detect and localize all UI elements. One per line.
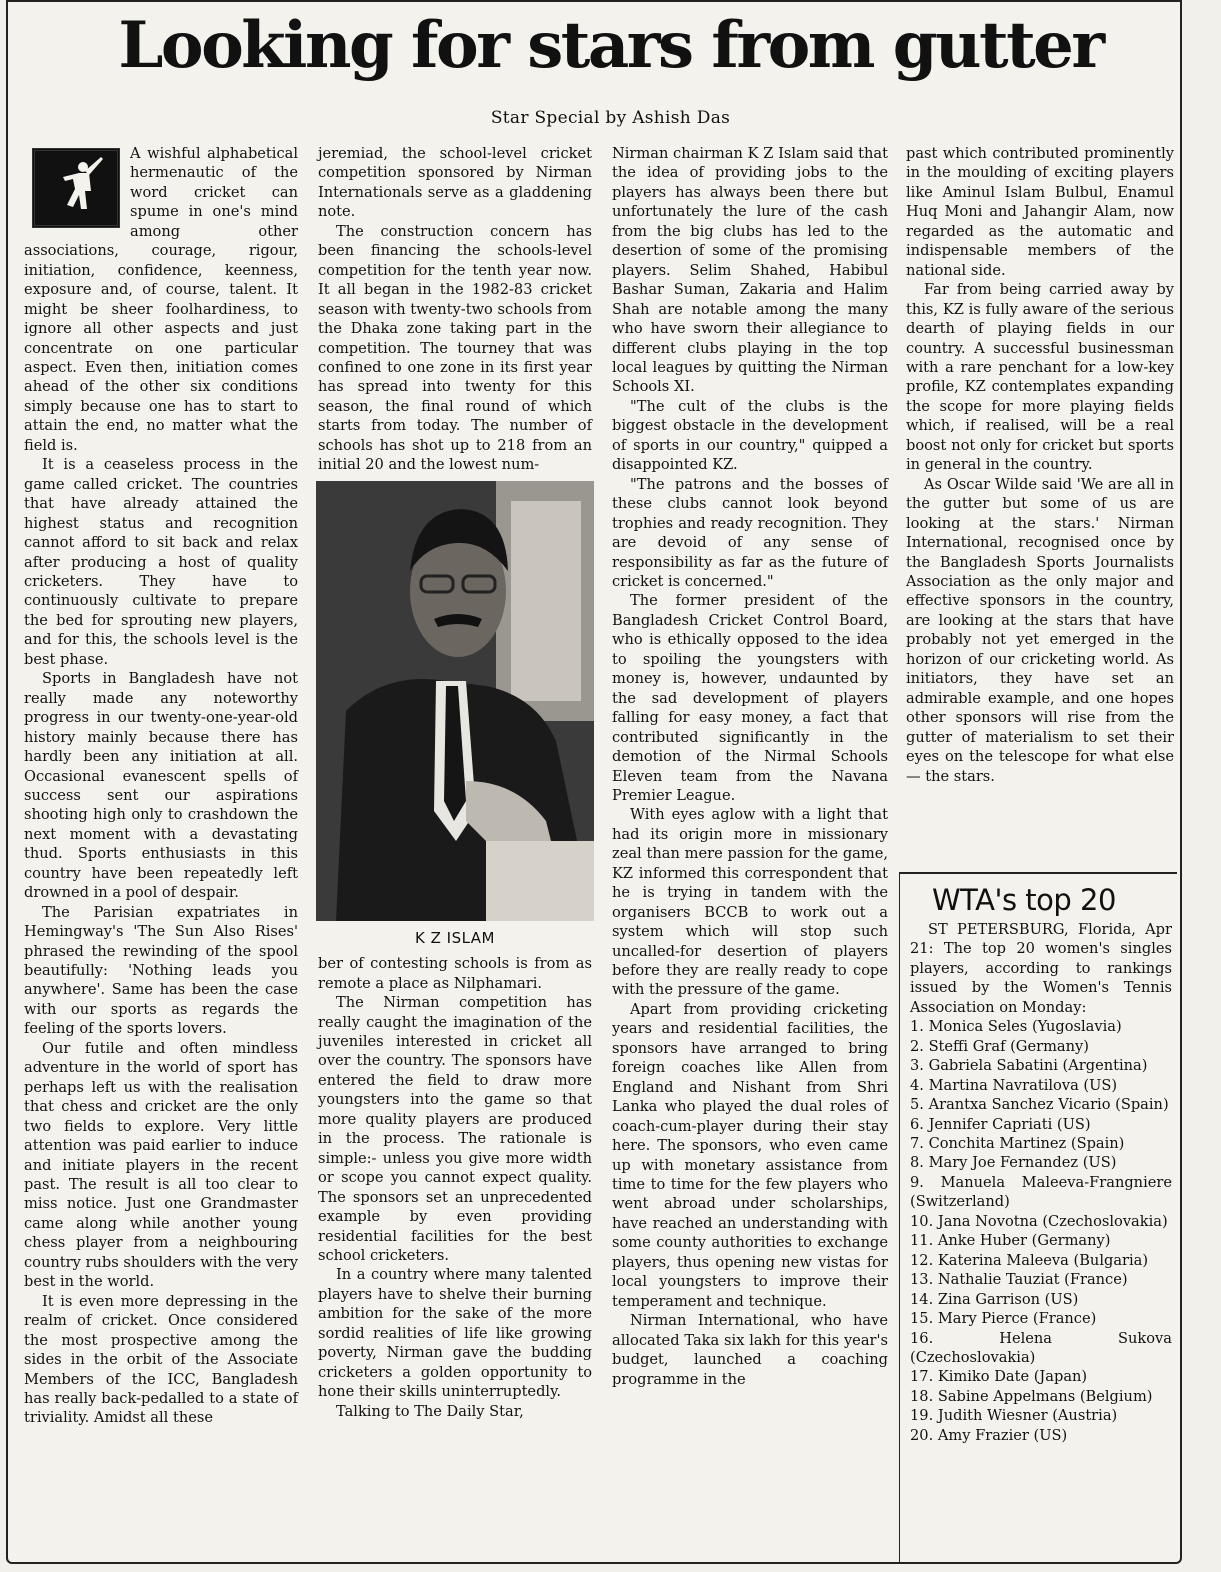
- ranking-item: 1. Monica Seles (Yugoslavia): [910, 1018, 1122, 1036]
- ranking-item: 2. Steffi Graf (Germany): [910, 1037, 1089, 1055]
- col1-para-6: It is even more depressing in the realm of cricket. Once considered the most prospective among the sides in the orbit of the Associate Members of the ICC, Bangladesh has really back-pedalled to a state of triviality. Amidst all these: [24, 1292, 298, 1427]
- column-1: [24, 144, 298, 1428]
- photo-caption: K Z ISLAM: [415, 928, 495, 947]
- col2-para-5: In a country where many talented players have to shelve their burning ambition for the sake of the more sordid realities of life like growing poverty, Nirman gave the budding cricketers a golden opportunity to hone their skills uninterruptedly.: [318, 1266, 592, 1401]
- col2-para-1: jeremiad, the school-level cricket competition sponsored by Nirman Internationals serve as a gladdening note.: [318, 145, 592, 221]
- sidebar-rule: [899, 872, 1177, 874]
- col2-para-3: ber of contesting schools is from as remote a place as Nilphamari.: [318, 955, 592, 992]
- portrait-photo: [316, 481, 594, 921]
- col3-para-1: Nirman chairman K Z Islam said that the idea of providing jobs to the players has always been there but unfortunately the lure of the cash from the big clubs has led to the desertion of some of the promising players. Selim Shahed, Habibul Bashar Suman, Zakaria and Halim Shah are notable among the many who have sworn their allegiance to different clubs playing in the top local leagues by quitting the Nirman Schools XI.: [612, 145, 888, 396]
- col1-para-2: It is a ceaseless process in the game called cricket. The countries that have already attained the highest status and recognition cannot afford to sit back and relax after producing a host of quality cricketers. They have to continuously cultivate to prepare the bed for sprouting new players, and for this, the schools level is the best phase.: [24, 456, 298, 668]
- ranking-item: 6. Jennifer Capriati (US): [910, 1115, 1091, 1133]
- ranking-item: 11. Anke Huber (Germany): [910, 1232, 1111, 1250]
- ranking-item: 17. Kimiko Date (Japan): [910, 1368, 1088, 1386]
- ranking-item: 13. Nathalie Tauziat (France): [910, 1271, 1128, 1289]
- ranking-item: 3. Gabriela Sabatini (Argentina): [910, 1057, 1148, 1075]
- ranking-item: 16. Helena Sukova (Czechoslovakia): [910, 1329, 1172, 1366]
- column-3: [612, 144, 888, 1389]
- column-2: [318, 144, 592, 1421]
- col3-para-2: "The cult of the clubs is the biggest obstacle in the development of sports in our country," quipped a disappointed KZ.: [612, 397, 888, 474]
- col1-para-5: Our futile and often mindless adventure in the world of sport has perhaps left us with the realisation that chess and cricket are the only two fields to explore. Very little attention was paid earlier to induce and initiate players in the recent past. The result is all too clear to miss notice. Just one Grandmaster came along while another young chess player from a neighbouring country rubs shoulders with the very best in the world.: [24, 1039, 298, 1291]
- ranking-item: 4. Martina Navratilova (US): [910, 1076, 1118, 1094]
- wta-intro: ST PETERSBURG, Florida, Apr 21: The top 20 women's singles players, according to rankings issued by the Women's Tennis Association on Monday:: [910, 921, 1172, 1016]
- ranking-item: 7. Conchita Martinez (Spain): [910, 1134, 1125, 1152]
- col4-para-3: As Oscar Wilde said 'We are all in the gutter but some of us are looking at the stars.' Nirman International, recognised once by the Bangladesh Sports Journalists Association as the only major and effective sponsors in the country, are looking at the stars that have probably not yet emerged in the horizon of our cricketing world. As initiators, they have set an admirable example, and one hopes other sponsors will rise from the gutter of materialism to set their eyes on the telescope for what else — the stars.: [906, 475, 1174, 785]
- ranking-item: 15. Mary Pierce (France): [910, 1310, 1097, 1328]
- column-4: [906, 144, 1174, 786]
- col1-para-3: Sports in Bangladesh have not really made any noteworthy progress in our twenty-one-year-old history mainly because there has hardly been any initiation at all. Occasional evanescent spells of success sent our aspirations shooting high only to crashdown the next moment with a devastating thud. Sports enthusiasts in this country have been repeatedly left drowned in a pool of despair.: [24, 670, 298, 902]
- col2-para-2: The construction concern has been financing the schools-level competition for the tenth year now. It all began in the 1982-83 cricket season with twenty-two schools from the Dhaka zone taking part in the competition. The tourney that was confined to one zone in its first year has spread into twenty for this season, the final round of which starts from today. The number of schools has shot up to 218 from an initial 20 and the lowest num-: [318, 222, 592, 474]
- ranking-item: 18. Sabine Appelmans (Belgium): [910, 1387, 1153, 1405]
- ranking-item: 8. Mary Joe Fernandez (US): [910, 1154, 1117, 1172]
- wta-rankings: [910, 1017, 1172, 1445]
- col3-para-7: Nirman International, who have allocated Taka six lakh for this year's budget, launched a coaching programme in the: [612, 1312, 888, 1388]
- ranking-item: 5. Arantxa Sanchez Vicario (Spain): [910, 1096, 1169, 1114]
- headline: Looking for stars from gutter: [118, 8, 1103, 83]
- ranking-item: 9. Manuela Maleeva-Frangniere (Switzerland): [910, 1173, 1172, 1211]
- col4-para-1: past which contributed prominently in the moulding of exciting players like Aminul Islam Bulbul, Enamul Huq Moni and Jahangir Alam, now regarded as the automatic and indispensable members of the national side.: [906, 145, 1174, 279]
- wta-box: [910, 876, 1172, 1445]
- col3-para-6: Apart from providing cricketing years and residential facilities, the sponsors have arranged to bring foreign coaches like Allen from England and Nishant from Shri Lanka who played the dual roles of coach-cum-player during their stay here. The sponsors, who even came up with monetary assistance from time to time for the few players who went abroad under scholarships, have reached an understanding with some county authorities to exchange players, thus opening new vistas for local youngsters to improve their temperament and technique.: [612, 1000, 888, 1310]
- ranking-item: 10. Jana Novotna (Czechoslovakia): [910, 1212, 1168, 1230]
- ranking-item: 14. Zina Garrison (US): [910, 1290, 1079, 1308]
- ranking-item: 12. Katerina Maleeva (Bulgaria): [910, 1251, 1149, 1269]
- col2-para-6: Talking to The Daily Star,: [336, 1402, 524, 1420]
- col3-para-5: With eyes aglow with a light that had its origin more in missionary zeal than mere passion for the game, KZ informed this correspondent that he is trying in tandem with the organisers BCCB to work out a system which will stop such uncalled-for desertion of players before they are really ready to cope with the pressure of the game.: [612, 806, 888, 999]
- cricketer-silhouette-icon: [32, 148, 120, 228]
- wta-title: WTA's top 20: [932, 883, 1116, 917]
- sidebar-rule-vertical: [899, 872, 900, 1562]
- ranking-item: 19. Judith Wiesner (Austria): [910, 1407, 1118, 1425]
- col3-para-4: The former president of the Bangladesh Cricket Control Board, who is ethically opposed to the idea to spoiling the youngsters with money is, however, undaunted by the sad development of players falling for easy money, a fact that contributed significantly in the demotion of the Nirmal Schools Eleven team from the Navana Premier League.: [612, 592, 888, 804]
- col1-para-4: The Parisian expatriates in Hemingway's 'The Sun Also Rises' phrased the rewinding of the spool beautifully: 'Nothing leads you anywhere'. Same has been the case with our sports as regards the feeling of the sports lovers.: [24, 903, 298, 1038]
- col3-para-3: "The patrons and the bosses of these clubs cannot look beyond trophies and ready recognition. They are devoid of any sense of responsibility as far as the future of cricket is concerned.": [612, 475, 888, 590]
- ranking-item: 20. Amy Frazier (US): [910, 1426, 1068, 1444]
- col4-para-2: Far from being carried away by this, KZ is fully aware of the serious dearth of playing fields in our country. A successful businessman with a rare penchant for a low-key profile, KZ contemplates expanding the scope for more playing fields which, if realised, will be a real boost not only for cricket but sports in general in the country.: [906, 281, 1174, 474]
- col1-para-1: A wishful alphabetical hermenautic of the word cricket can spume in one's mind among other associations, courage, rigour, initiation, confidence, keenness, exposure and, of course, talent. It might be sheer foolhardiness, to ignore all other aspects and just concentrate on one particular aspect. Even then, initiation comes ahead of the other six conditions simply because one has to start to attain the end, no matter what the field is.: [24, 145, 298, 454]
- col2-para-4: The Nirman competition has really caught the imagination of the juveniles interested in cricket all over the country. The sponsors have entered the field to draw more youngsters into the game so that more quality players are produced in the process. The rationale is simple:- unless you give more width or scope you cannot expect quality. The sponsors set an unprecedented example by even providing residential facilities for the best school cricketers.: [318, 994, 592, 1264]
- byline: Star Special by Ashish Das: [490, 108, 731, 128]
